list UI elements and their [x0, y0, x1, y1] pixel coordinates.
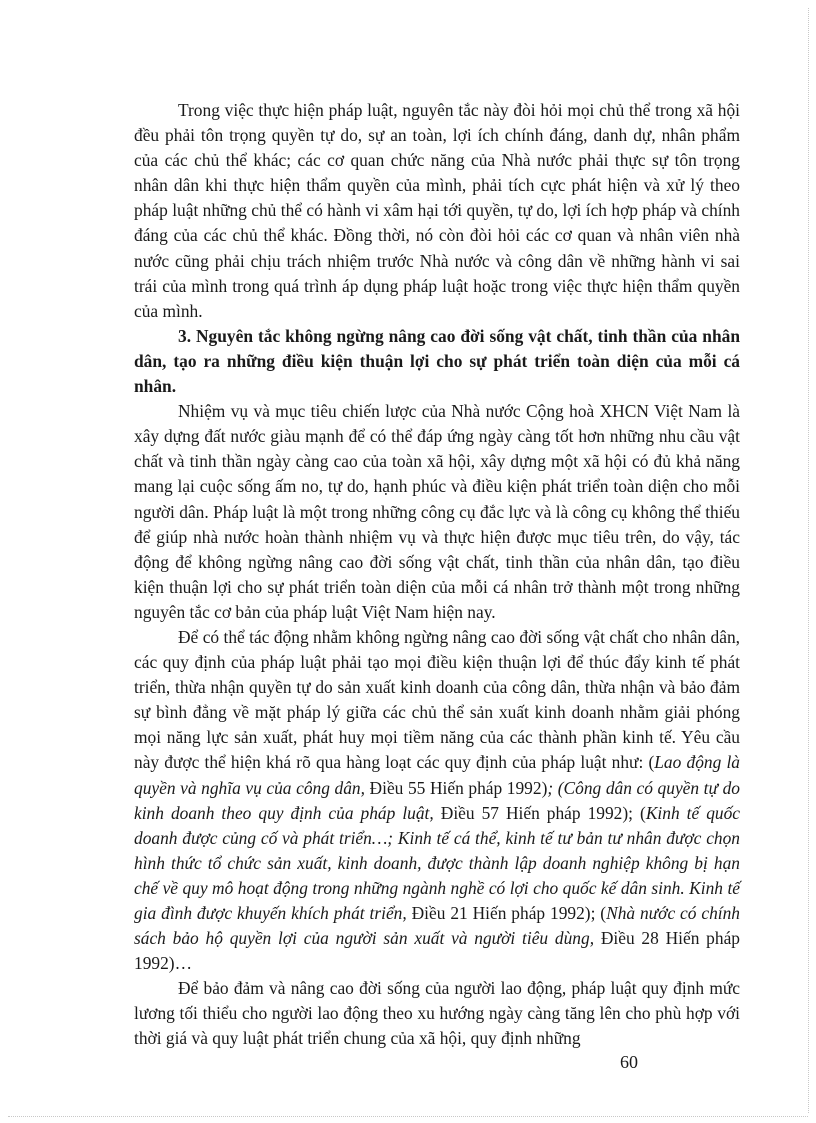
quote-business-freedom: Công dân có quyền tự do kinh doanh theo quy định của pháp luật, [134, 777, 740, 823]
citation-separator: ; ( [547, 777, 564, 798]
paragraph-minimum-wage: Để bảo đảm và nâng cao đời sống của người lao động, pháp luật quy định mức lương tối thiểu cho người lao động theo xu hướng ngày càng tăng lên cho phù hợp với thời giá và quy luật phát triển chung của xã hội, quy định những [134, 978, 740, 1049]
quote-economic-sectors: Kinh tế quốc doanh được củng cố và phát triển…; Kinh tế cá thể, kinh tế tư bản tư nhân được chọn hình thức tổ chức sản xuất, kinh doanh, được thành lập doanh nghiệp không bị hạn chế về quy mô hoạt động trong những ngành nghề có lợi cho quốc kế dân sinh. Kinh tế gia đình được khuyến khích phát triển, [134, 802, 741, 923]
document-body [134, 98, 740, 1052]
citation-article-55: Điều 55 Hiến pháp 1992) [364, 777, 548, 798]
citation-article-21: Điều 21 Hiến pháp 1992); ( [406, 903, 607, 923]
citation-article-28: Điều 28 Hiến pháp 1992)… [134, 928, 740, 974]
provisions-intro-text: Để có thể tác động nhằm không ngừng nâng cao đời sống vật chất cho nhân dân, các quy định của pháp luật phải tạo mọi điều kiện thuận lợi để thúc đẩy kinh tế phát triển, thừa nhận quyền tự do sản xuất kinh doanh của công dân, thừa nhận và bảo đảm sự bình đẳng về mặt pháp lý giữa các chủ thể sản xuất kinh doanh nhằm giải phóng mọi năng lực sản xuất, phát huy mọi tiềm năng của các thành phần kinh tế. Yêu cầu này được thể hiện khá rõ qua hàng loạt các quy định của pháp luật như: ( [134, 626, 740, 773]
page-edge-bottom [8, 1116, 808, 1117]
page-number: 60 [620, 1052, 638, 1072]
quote-labor-right: Lao động là quyền và nghĩa vụ của công dân, [134, 752, 740, 798]
paragraph-state-mission: Nhiệm vụ và mục tiêu chiến lược của Nhà nước Cộng hoà XHCN Việt Nam là xây dựng đất nước giàu mạnh để có thể đáp ứng ngày càng tốt hơn những nhu cầu vật chất và tinh thần ngày càng cao của toàn xã hội, xây dựng một xã hội có đủ khả năng mang lại cuộc sống ấm no, tự do, hạnh phúc và điều kiện phát triển toàn diện cho mỗi người dân. Pháp luật là một trong những công cụ đắc lực và là công cụ không thể thiếu để giúp nhà nước hoàn thành nhiệm vụ và thực hiện được mục tiêu trên, do vậy, tác động để không ngừng nâng cao đời sống vật chất, tinh thần của nhân dân, tạo điều kiện thuận lợi cho sự phát triển toàn diện của mỗi cá nhân trở thành một trong những nguyên tắc cơ bản của pháp luật Việt Nam hiện nay. [134, 401, 740, 622]
page-edge-right [808, 8, 809, 1113]
paragraph-legal-provisions [134, 625, 740, 976]
section-heading-principle-3: 3. Nguyên tắc không ngừng nâng cao đời sống vật chất, tinh thần của nhân dân, tạo ra những điều kiện thuận lợi cho sự phát triển toàn diện của mỗi cá nhân. [134, 325, 740, 397]
citation-article-57: Điều 57 Hiến pháp 1992); ( [433, 802, 646, 823]
paragraph-rights-respect: Trong việc thực hiện pháp luật, nguyên tắc này đòi hỏi mọi chủ thể trong xã hội đều phải tôn trọng quyền tự do, sự an toàn, lợi ích chính đáng, danh dự, nhân phẩm của các chủ thể khác; các cơ quan chức năng của Nhà nước phải thực sự tôn trọng nhân dân khi thực hiện thẩm quyền của mình, phải tích cực phát hiện và xử lý theo pháp luật những chủ thể có hành vi xâm hại tới quyền, tự do, lợi ích hợp pháp và chính đáng của các chủ thể khác. Đồng thời, nó còn đòi hỏi các cơ quan và nhân viên nhà nước cũng phải chịu trách nhiệm trước Nhà nước và công dân về những hành vi sai trái của mình trong quá trình áp dụng pháp luật hoặc trong việc thực hiện thẩm quyền của mình. [134, 100, 740, 321]
quote-consumer-protection: Nhà nước có chính sách bảo hộ quyền lợi của người sản xuất và người tiêu dùng, [134, 903, 741, 949]
